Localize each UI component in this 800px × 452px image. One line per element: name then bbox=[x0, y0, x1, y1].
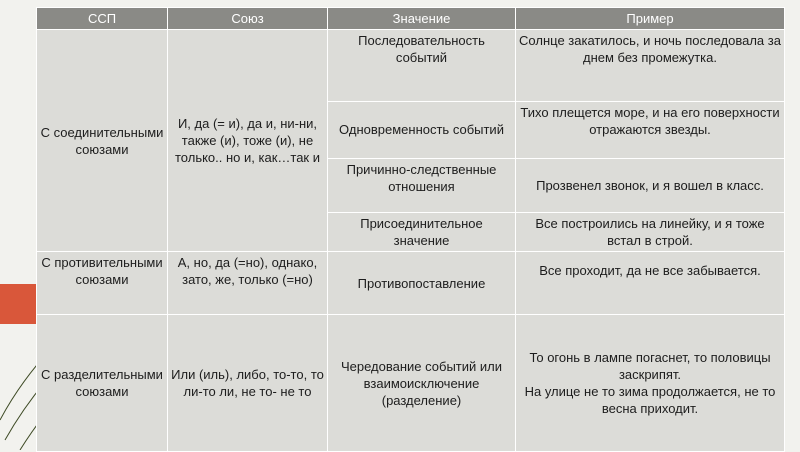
header-row bbox=[37, 8, 785, 30]
ssp-cell-adversative: С противительными союзами bbox=[37, 252, 168, 315]
meaning-cell: Последовательность событий bbox=[328, 30, 516, 102]
table-row bbox=[37, 30, 785, 102]
example-cell: Тихо плещется море, и на его поверхности отражаются звезды. bbox=[516, 102, 785, 159]
example-line: На улице не то зима продолжается, не то весна приходит. bbox=[524, 384, 776, 417]
header-soyuz: Союз bbox=[168, 8, 328, 30]
example-cell: Все построились на линейку, и я тоже встал в строй. bbox=[516, 213, 785, 252]
example-cell: Прозвенел звонок, и я вошел в класс. bbox=[516, 159, 785, 213]
ssp-table bbox=[36, 7, 785, 452]
meaning-cell: Чередование событий или взаимоисключение (разделение) bbox=[328, 315, 516, 452]
soyuz-cell-adversative: А, но, да (=но), однако, зато, же, только (=но) bbox=[168, 252, 328, 315]
table-row bbox=[37, 252, 785, 315]
example-cell: Солнце закатилось, и ночь последовала за днем без промежутка. bbox=[516, 30, 785, 102]
meaning-cell: Причинно-следственные отношения bbox=[328, 159, 516, 213]
example-cell: Все проходит, да не все забывается. bbox=[516, 252, 785, 315]
header-znachenie: Значение bbox=[328, 8, 516, 30]
example-line: То огонь в лампе погаснет, то половицы заскрипят. bbox=[529, 350, 771, 383]
meaning-cell: Присоединительное значение bbox=[328, 213, 516, 252]
ssp-cell-disjunctive: С разделительными союзами bbox=[37, 315, 168, 452]
meaning-cell: Одновременность событий bbox=[328, 102, 516, 159]
example-cell bbox=[516, 315, 785, 452]
meaning-cell: Противопоставление bbox=[328, 252, 516, 315]
ssp-cell-coordinating: С соединительными союзами bbox=[37, 30, 168, 252]
soyuz-cell-disjunctive: Или (иль), либо, то-то, то ли-то ли, не то- не то bbox=[168, 315, 328, 452]
header-primer: Пример bbox=[516, 8, 785, 30]
table-row bbox=[37, 315, 785, 452]
header-ssp: ССП bbox=[37, 8, 168, 30]
ssp-table-container bbox=[36, 7, 784, 450]
soyuz-cell-coordinating: И, да (= и), да и, ни-ни, также (и), тоже (и), не только.. но и, как…так и bbox=[168, 30, 328, 252]
